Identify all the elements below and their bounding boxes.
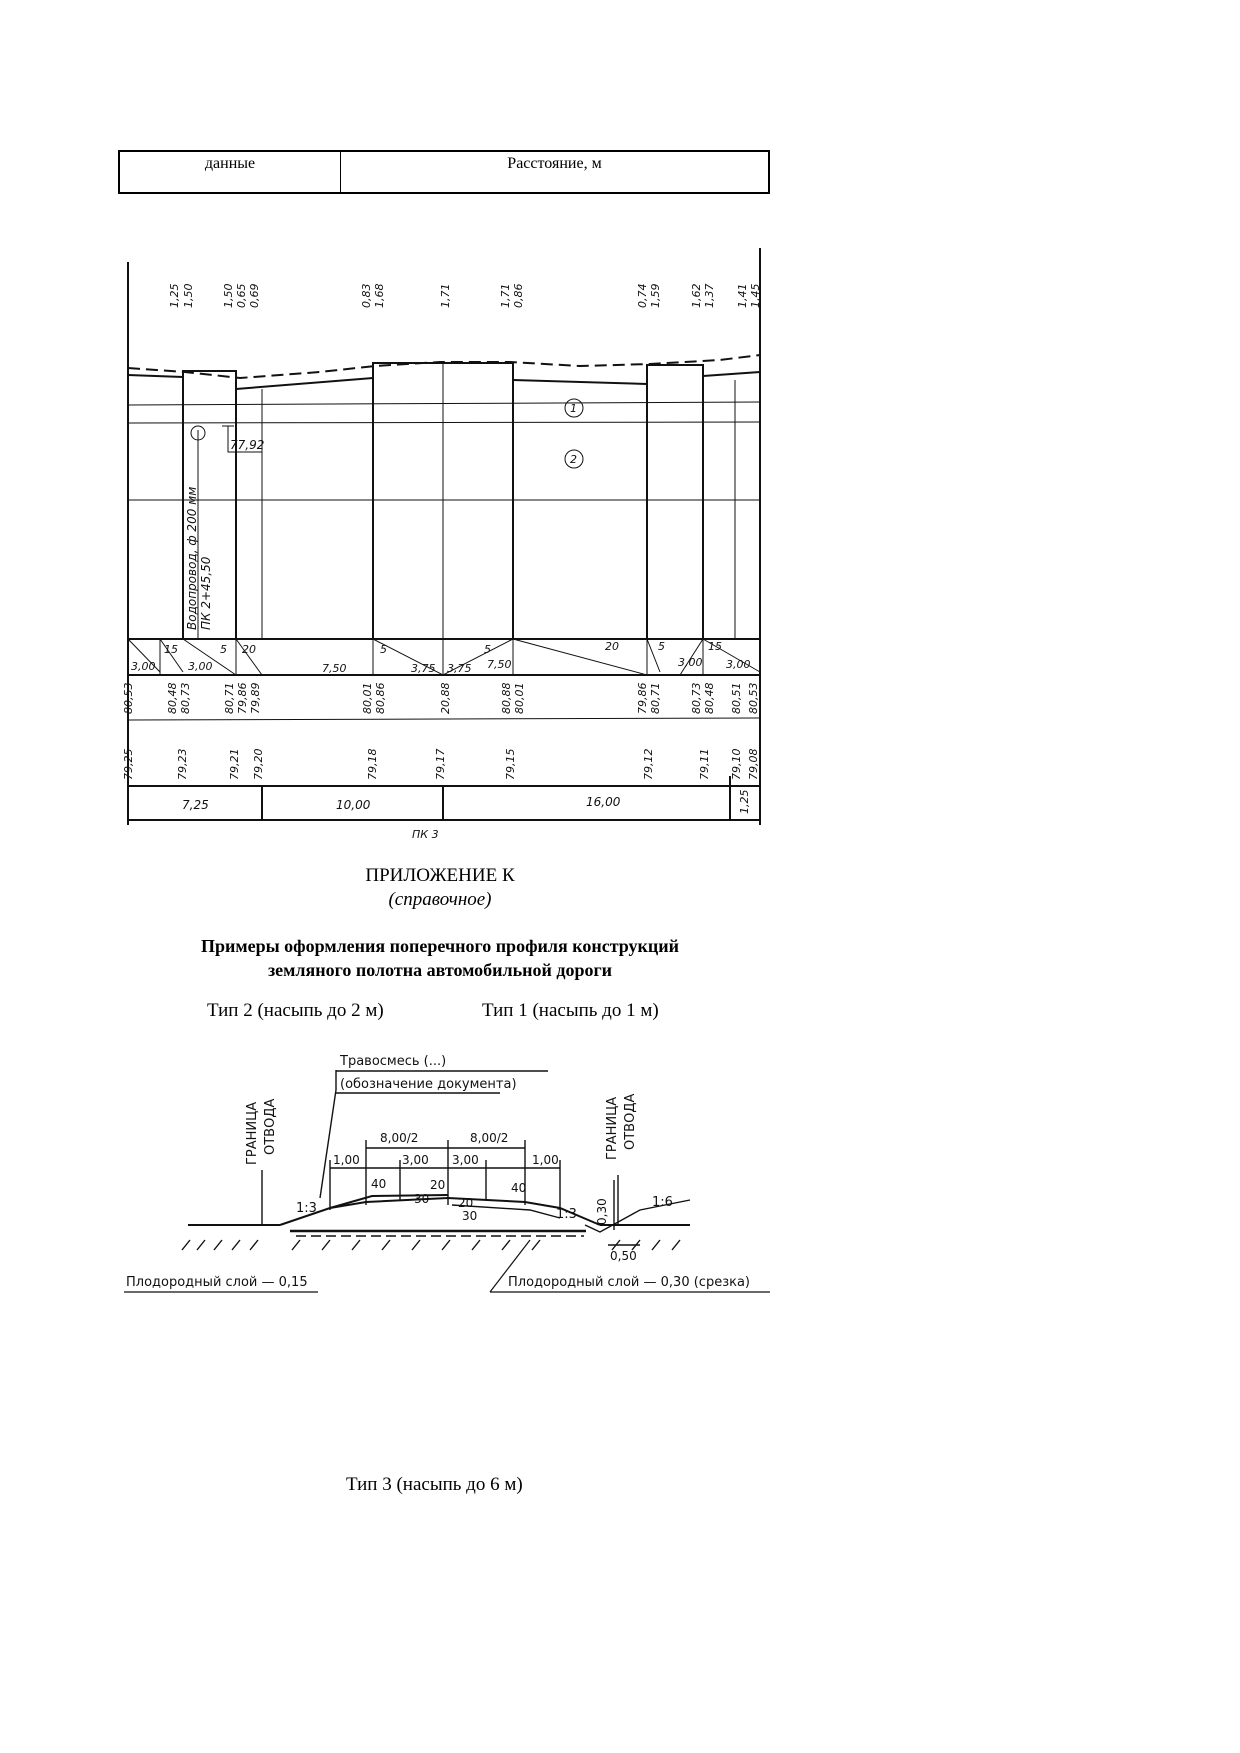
appendix-title: ПРИЛОЖЕНИЕ К — [365, 865, 515, 886]
heading-line: земляного полотна автомобильной дороги — [267, 960, 613, 980]
doc-label: (обозначение документа) — [340, 1077, 517, 1092]
thickness: 40 — [371, 1177, 387, 1191]
slope-value: 30 — [414, 1192, 430, 1206]
width-value: 3,75 — [447, 662, 472, 675]
design-elevation: 80,73 — [179, 682, 192, 714]
width-value: 3,00 — [678, 656, 703, 669]
bottom-value: 0,50 — [610, 1249, 637, 1263]
slope-ratio: 1:3 — [556, 1207, 577, 1222]
ground-elevation: 79,21 — [228, 748, 241, 780]
boundary-right-label: ОТВОДА — [623, 1093, 638, 1150]
distance-value: 1,25 — [738, 789, 751, 814]
pipe-picket: ПК 2+45,50 — [199, 556, 213, 630]
soil-right-label: Плодородный слой — 0,30 (срезка) — [508, 1275, 750, 1290]
thickness: 40 — [511, 1181, 527, 1195]
top-value: 1,68 — [373, 283, 386, 308]
grass-label: Травосмесь (...) — [340, 1054, 447, 1069]
segment: 1,00 — [532, 1153, 559, 1167]
slope-value: 15 — [164, 643, 178, 656]
segment: 3,00 — [402, 1153, 429, 1167]
header-cell-distance: Расстояние, м — [507, 155, 602, 172]
boundary-right-label: ГРАНИЦА — [605, 1096, 620, 1160]
header-cell-data: данные — [120, 152, 341, 192]
design-elevation: 80,53 — [122, 682, 135, 714]
type2-label: Тип 2 (насыпь до 2 м) — [207, 1000, 384, 1021]
heading-line: Примеры оформления поперечного профиля конструкций — [200, 936, 680, 956]
design-elevation: 79,86 — [236, 682, 249, 714]
top-value: 1,62 — [690, 283, 703, 308]
design-elevation: 80,71 — [223, 682, 236, 714]
distance-value: 16,00 — [586, 795, 621, 809]
width-value: 3,00 — [188, 660, 213, 673]
width-value: 3,75 — [411, 662, 436, 675]
slope-value: 5 — [380, 643, 387, 656]
top-value: 1,45 — [749, 283, 762, 308]
ground-elevation: 79,10 — [730, 748, 743, 780]
type3-label: Тип 3 (насыпь до 6 м) — [346, 1474, 523, 1495]
design-elevation: 79,89 — [249, 682, 262, 714]
design-elevation: 80,01 — [361, 682, 374, 714]
pipe-label: Водопровод, ф 200 мм — [185, 486, 199, 630]
design-elevation: 80,53 — [747, 682, 760, 714]
top-value: 1,37 — [703, 283, 716, 308]
ground-elevation: 79,23 — [176, 748, 189, 780]
ground-elevation: 79,12 — [642, 748, 655, 780]
half-width: 8,00/2 — [470, 1131, 509, 1145]
half-width: 8,00/2 — [380, 1131, 419, 1145]
ground-elevation: 79,15 — [504, 748, 517, 780]
design-elevation: 80,48 — [166, 682, 179, 714]
slope-value: 15 — [708, 640, 722, 653]
appendix-subtitle: (справочное) — [388, 889, 492, 910]
slope-value: 20 — [605, 640, 619, 653]
top-value: 1,59 — [649, 283, 662, 308]
design-elevation: 80,73 — [690, 682, 703, 714]
ground-elevation: 79,17 — [434, 748, 447, 780]
design-elevation: 80,71 — [649, 682, 662, 714]
design-elevation: 80,48 — [703, 682, 716, 714]
slope-value: 20 — [242, 643, 256, 656]
boundary-left-label: ГРАНИЦА — [245, 1101, 260, 1165]
distance-value: 10,00 — [336, 798, 371, 812]
ground-elevation: 79,25 — [122, 748, 135, 780]
slope-value: 5 — [220, 643, 227, 656]
distance-value: 7,25 — [182, 798, 209, 812]
top-value: 1,71 — [499, 283, 512, 308]
layer-number: 2 — [570, 453, 577, 466]
slope-value: 30 — [462, 1209, 478, 1223]
design-elevation: 80,86 — [374, 682, 387, 714]
top-value: 0,74 — [636, 283, 649, 308]
width-value: 7,50 — [487, 658, 512, 671]
top-value: 0,83 — [360, 283, 373, 308]
slope-ratio: 1:3 — [296, 1201, 317, 1216]
soil-left-label: Плодородный слой — 0,15 — [126, 1275, 308, 1290]
segment: 3,00 — [452, 1153, 479, 1167]
top-value: 1,71 — [439, 283, 452, 308]
design-elevation: 20,88 — [439, 682, 452, 714]
top-value: 1,50 — [182, 283, 195, 308]
top-value: 1,25 — [168, 283, 181, 308]
top-value: 0,86 — [512, 283, 525, 308]
width-value: 3,00 — [131, 660, 156, 673]
ground-elevation: 79,18 — [366, 748, 379, 780]
top-value: 1,41 — [736, 283, 749, 308]
slope-value: 20 — [430, 1178, 446, 1192]
boundary-left-label: ОТВОДА — [263, 1098, 278, 1155]
type1-label: Тип 1 (насыпь до 1 м) — [482, 1000, 659, 1021]
width-value: 7,50 — [322, 662, 347, 675]
picket-label: ПК 3 — [412, 828, 439, 841]
width-value: 3,00 — [726, 658, 751, 671]
pipe-mark: 77,92 — [230, 438, 265, 452]
ground-elevation: 79,11 — [698, 748, 711, 780]
top-value: 0,69 — [248, 283, 261, 308]
slope-value: 20 — [458, 1196, 474, 1210]
design-elevation: 79,86 — [636, 682, 649, 714]
ground-elevation: 79,08 — [747, 748, 760, 780]
slope-value: 5 — [484, 643, 491, 656]
design-elevation: 80,88 — [500, 682, 513, 714]
design-elevation: 80,51 — [730, 682, 743, 714]
top-value: 0,65 — [235, 283, 248, 308]
top-value: 1,50 — [222, 283, 235, 308]
depth-value: 0,30 — [595, 1198, 609, 1225]
design-elevation: 80,01 — [513, 682, 526, 714]
ground-elevation: 79,20 — [252, 748, 265, 780]
slope-ratio: 1:6 — [652, 1195, 673, 1210]
slope-value: 5 — [658, 640, 665, 653]
layer-number: 1 — [570, 402, 577, 415]
segment: 1,00 — [333, 1153, 360, 1167]
